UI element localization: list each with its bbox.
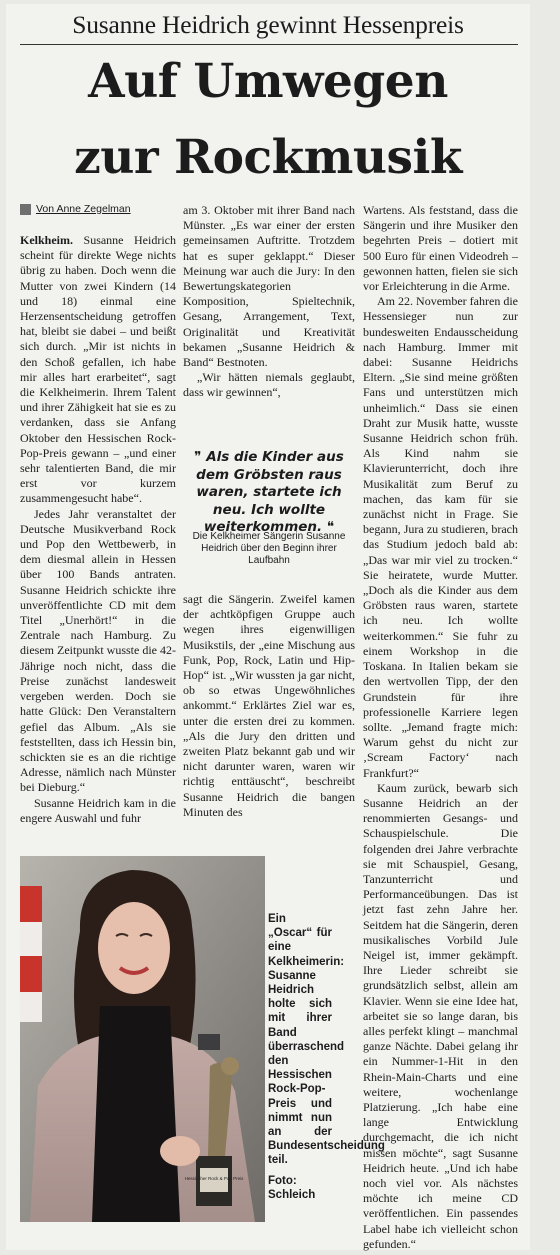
dateline: Kelkheim. xyxy=(20,233,73,247)
byline-author: Von Anne Zegelman xyxy=(36,203,131,215)
trophy-label: Hessischer Rock & Pop Preis xyxy=(184,1176,244,1181)
headline-line-1: Auf Umwegen xyxy=(88,54,448,109)
photo-illustration xyxy=(20,856,265,1222)
byline-square-icon xyxy=(20,204,31,215)
pull-quote xyxy=(183,449,355,537)
column-2-top xyxy=(183,203,355,401)
quote-text: Als die Kinder aus dem Gröbsten raus waren, startete ich neu. Ich wollte weiterkommen. xyxy=(196,449,344,535)
newspaper-page xyxy=(6,4,530,1250)
quote-attribution: Die Kelkheimer Sängerin Susanne Heidrich über den Beginn ihrer Laufbahn xyxy=(192,531,346,566)
flag-red-stripe xyxy=(20,886,42,922)
turtleneck xyxy=(92,1006,180,1222)
kicker-line: Susanne Heidrich gewinnt Hessenpreis xyxy=(72,10,464,39)
face xyxy=(98,902,170,994)
quote-close-mark: ❝ xyxy=(326,519,335,535)
headline-line-2: zur Rockmusik xyxy=(74,130,462,185)
column-1 xyxy=(20,233,176,826)
col1-paragraph-1: Kelkheim. Susanne Heidrich scheint für direkte Wege nichts übrig zu haben. Doch wenn die Mutter von zwei Kindern (14 und 18) einmal eine Herzensentscheidung getroffen hat, bleibt sie dabei – und beißt sich durch. „Mir ist nichts in den Schoß gefallen, ich habe mir alles hart erarbeitet“, sagt die Kelkheimerin. Ihrem Talent und ihrer Zähigkeit hat sie es zu verdanken, dass sie Anfang Oktober den Hessischen Rock-Pop-Preis gewann – „und einer sehr talentierten Band, die mir erst vor kurzem zusammengesucht habe“. xyxy=(20,233,177,506)
column-2-bottom xyxy=(183,592,355,820)
byline xyxy=(20,203,131,215)
column-3 xyxy=(363,203,518,1252)
col3-paragraph-2: Am 22. November fahren die Hessensieger nun zur bundesweiten Endausscheidung nach Hamburg. Immer mit dabei: Susanne Heidrichs Eltern. „Sie sind meine größten Fans und unterstützen mich unheimlich.“ Dass sie einen Draht zur Musik hatte, wusste Susanne Heidrich schon früh. Als Kind nahm sie Klavierunterricht, doch ihre Musikalität zum Beruf zu machen, das kam für sie zunächst nicht in Frage. Sie begann, Jura zu studieren, brach das Studium jedoch bald ab: „Das war mir viel zu trocken.“ Sie heiratete, wurde Mutter. „Doch als die Kinder aus dem Gröbsten raus waren, startete ich neu. Ich wollte weiterkommen.“ Sie fuhr zu einem Workshop in die Toskana. In Italien bekam sie den wertvollen Tipp, der den Grundstein für ihre professionelle Karriere legen sollte. „Jemand fragte mich: Warum gehst du nicht zur ‚Scream Factory‘ nach Frankfurt?“ xyxy=(363,294,518,780)
article-photo xyxy=(20,856,265,1222)
col3-paragraph-1: Wartens. Als feststand, dass die Sängerin und ihre Musiker den begehrten Preis – dotiert mit 500 Euro für einen Videodreh – gewonnen hatten, fielen sie sich vor Erleichterung in die Arme. xyxy=(363,203,518,294)
col1-paragraph-2: Jedes Jahr veranstaltet der Deutsche Musikverband Rock und Pop den Wettbewerb, in dem diesmal allein in Hessen über 100 Bands antraten. Susanne Heidrich schickte ihre unveröffentlichte CD mit dem Titel „Unerhört!“ in die Zentrale nach Hamburg. Zu diesem Zeitpunkt wusste die 42-Jährige noch nicht, dass die Preise zunächst landesweit vergeben werden. Doch sie hatte Glück: Den Veranstaltern gefiel das Album. „Als sie feststellten, dass ich Hessin bin, schickten sie es an die richtige Adresse, nämlich nach Münster bei Dieburg.“ xyxy=(20,506,176,795)
quote-open-mark: ❞ xyxy=(194,449,202,465)
kicker-rule xyxy=(20,44,518,45)
col2-paragraph-2: „Wir hätten niemals geglaubt, dass wir gewinnen“, xyxy=(183,370,355,400)
col2-paragraph-3: sagt die Sängerin. Zweifel kamen der achtköpfigen Gruppe auch wegen ihres eigenwilligen Musikstils, der „eine Mischung aus Funk, Pop, Rock, Latin und Hip-Hop“ ist. „Wir wussten ja gar nicht, ob so etwas Ungewöhnliches ankommt.“ Erklärtes Ziel war es, unter die ersten drei zu kommen. „Als die Jury den dritten und zweiten Platz bekannt gab und wir nicht darunter waren, waren wir richtig enttäuscht“, beschreibt Susanne Heidrich die bangen Minuten des xyxy=(183,592,355,819)
photo-credit: Foto: Schleich xyxy=(268,1175,316,1202)
col1-paragraph-3: Susanne Heidrich kam in die engere Auswahl und fuhr xyxy=(20,795,176,825)
col3-paragraph-3: Kaum zurück, bewarb sich Susanne Heidrich an der renommierten Gesangs- und Schauspielschule. Die folgenden drei Jahre verbrachte sie mit Schauspiel, Gesang, Tanzunterricht und Performanceübungen. Das ist jetzt fast zehn Jahre her. Seitdem hat die Sängerin, deren musikalisches Vorbild Jule Neigel ist, immer gekämpft. Ihre Lieder schreibt sie grundsätzlich selbst, allein am Klavier. Wenn sie eine Idee hat, arbeitet sie so lange daran, bis alles perfekt klingt – manchmal ganze Nächte. Dabei gelang ihr ein Nummer-1-Hit in den Rhein-Main-Charts und eine weitere, wochenlange Platzierung. „Ich habe eine lange Entwicklung durchgemacht, die ich nicht missen möchte“, sagt Susanne Heidrich heute. „Und ich habe noch viel vor. Als nächstes möchte ich meine CD veröffentlichen. Ein passendes Label habe ich vielleicht schon gefunden.“ xyxy=(363,780,518,1251)
col2-paragraph-1: am 3. Oktober mit ihrer Band nach Münster. „Es war einer der ersten gemeinsamen Auftritte. Trotzdem hat es super geklappt.“ Dieser Meinung war auch die Jury: In den Bewertungskategorien Komposition, Spieltechnik, Gesang, Arrangement, Text, Originalität und Kreativität bekamen „Susanne Heidrich & Band“ Bestnoten. xyxy=(183,203,355,370)
photo-caption: Ein „Oscar“ für eine Kelkheimerin: Susanne Heidrich holte sich mit ihrer Band überraschend den Hessischen Rock-Pop-Preis und nimmt nun an der Bundesentscheidung teil. xyxy=(268,913,385,1167)
